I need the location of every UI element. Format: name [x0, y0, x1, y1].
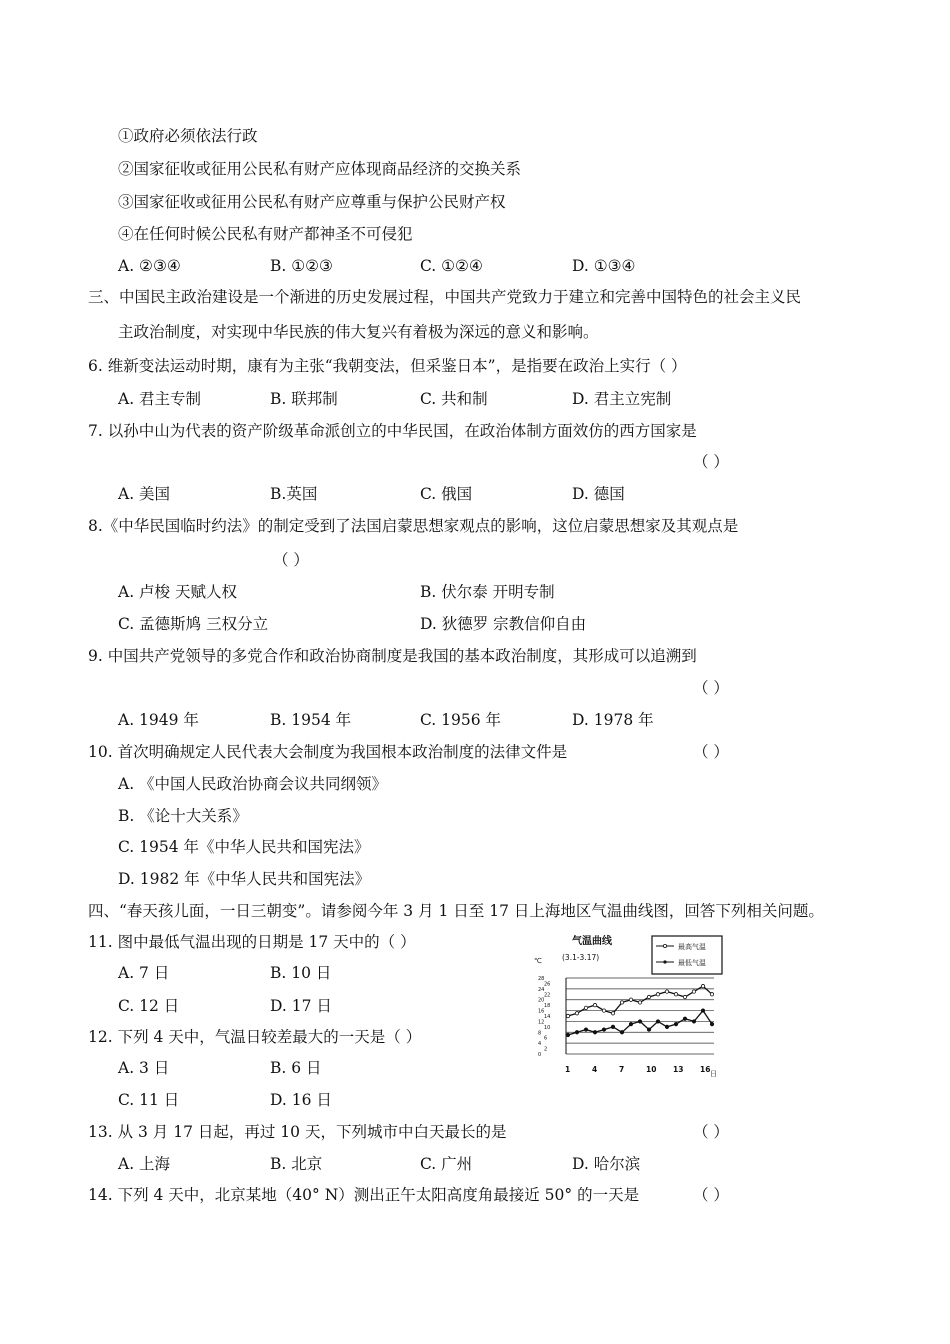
chart-y-tick-label: 2	[544, 1046, 548, 1053]
q9-option-c: C. 1956 年	[420, 711, 502, 729]
legend-label-max: 最高气温	[678, 943, 706, 951]
q10-option-a: A. 《中国人民政治协商会议共同纲领》	[118, 775, 388, 793]
chart-point-max	[665, 990, 668, 993]
q10-stem: 10. 首次明确规定人民代表大会制度为我国根本政治制度的法律文件是	[88, 743, 568, 761]
chart-y-tick-label: 20	[538, 997, 545, 1004]
q12-stem: 12. 下列 4 天中，气温日较差最大的一天是（ ）	[88, 1028, 422, 1046]
chart-y-tick-label: 12	[538, 1019, 545, 1026]
q7-option-a: A. 美国	[118, 485, 171, 503]
chart-x-tick-label: 16	[700, 1065, 711, 1074]
chart-point-max	[611, 1012, 614, 1015]
chart-y-tick-label: 0	[538, 1052, 542, 1058]
chart-point-min	[611, 1025, 614, 1028]
chart-point-min	[647, 1028, 650, 1031]
chart-point-min	[575, 1031, 578, 1034]
chart-point-min	[692, 1020, 695, 1023]
q11-option-c: C. 12 日	[118, 997, 180, 1015]
chart-point-max	[647, 995, 650, 998]
chart-point-max	[701, 984, 704, 987]
q10-option-d: D. 1982 年《中华人民共和国宪法》	[118, 870, 371, 888]
q7-option-b: B.英国	[270, 485, 318, 503]
chart-point-max	[710, 993, 713, 996]
q13-option-c: C. 广州	[420, 1155, 473, 1173]
chart-point-max	[566, 1014, 569, 1017]
chart-y-tick-label: 14	[544, 1014, 551, 1020]
q5-item-3: ③国家征收或征用公民私有财产应尊重与保护公民财产权	[118, 193, 506, 211]
q5-item-1: ①政府必须依法行政	[118, 127, 258, 145]
chart-point-max	[656, 993, 659, 996]
chart-point-min	[566, 1033, 569, 1036]
chart-x-tick-label: 1	[565, 1065, 571, 1074]
chart-subtitle: (3.1-3.17)	[562, 953, 600, 962]
q11-option-b: B. 10 日	[270, 964, 332, 982]
q7-answer-paren: （ ）	[693, 453, 729, 471]
chart-point-max	[638, 1001, 641, 1004]
q8-option-a: A. 卢梭 天赋人权	[118, 583, 237, 601]
q10-option-c: C. 1954 年《中华人民共和国宪法》	[118, 838, 370, 856]
q11-option-d: D. 17 日	[270, 997, 332, 1015]
q14-stem: 14. 下列 4 天中，北京某地（40° N）测出正午太阳高度角最接近 50° 的一天是	[88, 1186, 640, 1204]
q13-option-b: B. 北京	[270, 1155, 323, 1173]
q7-option-d: D. 德国	[572, 485, 625, 503]
chart-y-tick-label: 18	[544, 1003, 551, 1010]
chart-x-unit: 日	[710, 1070, 717, 1078]
q5-item-2: ②国家征收或征用公民私有财产应体现商品经济的交换关系	[118, 160, 522, 178]
q9-stem: 9. 中国共产党领导的多党合作和政治协商制度是我国的基本政治制度，其形成可以追溯到	[88, 647, 697, 665]
legend-label-min: 最低气温	[678, 959, 706, 967]
q12-option-b: B. 6 日	[270, 1059, 322, 1077]
q8-option-b: B. 伏尔泰 开明专制	[420, 583, 555, 601]
chart-point-min	[620, 1031, 623, 1034]
section-3-heading-cont: 主政治制度，对实现中华民族的伟大复兴有着极为深远的意义和影响。	[118, 323, 599, 341]
chart-point-max	[593, 1003, 596, 1006]
q6-option-c: C. 共和制	[420, 390, 488, 408]
q12-option-a: A. 3 日	[118, 1059, 170, 1077]
q9-option-d: D. 1978 年	[572, 711, 654, 729]
chart-x-tick-label: 7	[619, 1065, 625, 1074]
chart-y-tick-label: 8	[538, 1030, 542, 1037]
chart-x-tick-label: 13	[673, 1065, 684, 1074]
chart-point-min	[674, 1022, 677, 1025]
chart-point-min	[683, 1017, 686, 1020]
q13-option-a: A. 上海	[118, 1155, 171, 1173]
q9-option-a: A. 1949 年	[118, 711, 199, 729]
chart-point-min	[584, 1028, 587, 1031]
q5-option-b: B. ①②③	[270, 257, 333, 275]
q9-option-b: B. 1954 年	[270, 711, 352, 729]
chart-x-tick-label: 10	[646, 1065, 657, 1074]
chart-point-max	[674, 993, 677, 996]
q5-option-a: A. ②③④	[118, 257, 181, 275]
chart-point-min	[701, 1009, 704, 1012]
section-3-heading: 三、中国民主政治建设是一个渐进的历史发展过程，中国共产党致力于建立和完善中国特色的社会主义民	[88, 288, 802, 306]
chart-y-tick-label: 6	[544, 1035, 548, 1042]
chart-y-tick-label: 10	[544, 1024, 551, 1031]
q8-option-c: C. 孟德斯鸠 三权分立	[118, 615, 269, 633]
q6-option-b: B. 联邦制	[270, 390, 338, 408]
chart-y-tick-label: 26	[544, 981, 551, 988]
chart-point-min	[710, 1022, 713, 1025]
q8-stem: 8.《中华民国临时约法》的制定受到了法国启蒙思想家观点的影响，这位启蒙思想家及其观点是	[88, 517, 739, 535]
chart-point-max	[692, 990, 695, 993]
chart-y-tick-label: 22	[544, 992, 551, 999]
q13-option-d: D. 哈尔滨	[572, 1155, 641, 1173]
chart-y-tick-label: 16	[538, 1008, 545, 1015]
chart-point-min	[629, 1022, 632, 1025]
temperature-chart	[528, 930, 728, 1080]
q6-option-d: D. 君主立宪制	[572, 390, 672, 408]
q8-answer-paren: （ ）	[273, 551, 309, 569]
chart-point-max	[575, 1012, 578, 1015]
q7-option-c: C. 俄国	[420, 485, 473, 503]
chart-point-min	[665, 1025, 668, 1028]
q6-option-a: A. 君主专制	[118, 390, 202, 408]
q5-option-d: D. ①③④	[572, 257, 636, 275]
chart-point-max	[629, 998, 632, 1001]
q13-stem: 13. 从 3 月 17 日起，再过 10 天，下列城市中白天最长的是	[88, 1123, 507, 1141]
q5-item-4: ④在任何时候公民私有财产都神圣不可侵犯	[118, 225, 413, 243]
chart-point-min	[593, 1031, 596, 1034]
chart-point-max	[602, 1009, 605, 1012]
q5-option-c: C. ①②④	[420, 257, 483, 275]
q14-answer-paren: （ ）	[693, 1186, 729, 1204]
q10-answer-paren: （ ）	[693, 743, 729, 761]
q8-option-d: D. 狄德罗 宗教信仰自由	[420, 615, 587, 633]
chart-point-min	[602, 1028, 605, 1031]
chart-point-min	[638, 1020, 641, 1023]
q13-answer-paren: （ ）	[693, 1123, 729, 1141]
chart-point-max	[620, 1001, 623, 1004]
chart-legend	[652, 936, 722, 974]
q9-answer-paren: （ ）	[693, 679, 729, 697]
chart-y-unit: ℃	[534, 957, 542, 965]
q11-stem: 11. 图中最低气温出现的日期是 17 天中的（ ）	[88, 933, 416, 951]
q7-stem: 7. 以孙中山为代表的资产阶级革命派创立的中华民国，在政治体制方面效仿的西方国家是	[88, 422, 697, 440]
q11-option-a: A. 7 日	[118, 964, 170, 982]
q12-option-c: C. 11 日	[118, 1091, 180, 1109]
q6-stem: 6. 维新变法运动时期，康有为主张“我朝变法，但采鉴日本”，是指要在政治上实行（ ）	[88, 357, 687, 375]
chart-point-min	[656, 1020, 659, 1023]
chart-y-tick-label: 4	[538, 1041, 542, 1048]
chart-point-max	[584, 1006, 587, 1009]
chart-x-tick-label: 4	[592, 1065, 598, 1074]
chart-point-max	[683, 995, 686, 998]
q10-option-b: B. 《论十大关系》	[118, 807, 248, 825]
chart-y-tick-label: 24	[538, 986, 545, 993]
chart-title: 气温曲线	[572, 936, 612, 947]
q12-option-d: D. 16 日	[270, 1091, 332, 1109]
section-4-heading: 四、“春天孩儿面，一日三朝变”。请参阅今年 3 月 1 日至 17 日上海地区气温曲线图，回答下列相关问题。	[88, 902, 824, 920]
chart-y-tick-label: 28	[538, 976, 545, 982]
